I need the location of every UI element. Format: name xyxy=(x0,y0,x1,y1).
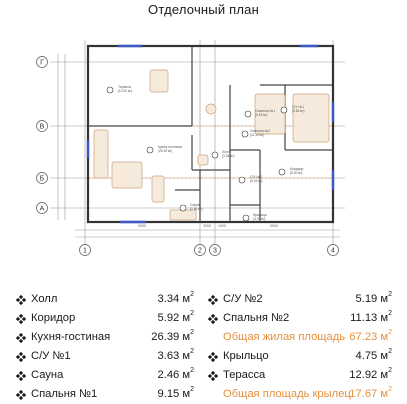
svg-text:3: 3 xyxy=(213,247,217,255)
legend-row xyxy=(16,290,194,309)
legend-row xyxy=(16,385,194,404)
room-label: С/У №1 xyxy=(292,105,305,109)
diamond-bullet-icon xyxy=(208,314,218,324)
floor-plan xyxy=(0,30,407,270)
axis-row-marker xyxy=(37,203,48,214)
page-title: Отделочный план xyxy=(148,2,259,17)
room-area: (26.39 м²) xyxy=(158,149,173,153)
room-label: Спальня №1 xyxy=(255,109,276,113)
dimension-label: 3000 xyxy=(203,224,211,228)
legend-row xyxy=(208,290,392,309)
diamond-bullet-icon xyxy=(208,295,218,305)
room-area: (5.19 м²) xyxy=(250,179,263,183)
legend-value: 12.92 $м^2$ xyxy=(349,367,392,381)
svg-text:В: В xyxy=(39,123,45,131)
axis-col-marker xyxy=(80,245,91,256)
legend-label: С/У №1 xyxy=(31,350,71,362)
room-area: (2.46 м²) xyxy=(190,207,203,211)
axis-row-marker xyxy=(37,121,48,132)
room-area: (4.75 м²) xyxy=(253,217,266,221)
legend-value: 67.23 $м^2$ xyxy=(349,329,392,343)
room-area: (3.34 м²) xyxy=(222,154,235,158)
legend-label: Терасса xyxy=(223,369,266,381)
room-label: Коридор xyxy=(290,167,304,171)
legend-col-right xyxy=(208,290,392,404)
diamond-bullet-icon xyxy=(16,314,26,324)
svg-text:2: 2 xyxy=(198,247,202,255)
room-label: Терасса xyxy=(118,85,131,89)
legend-label: Спальня №2 xyxy=(223,312,290,324)
axis-row-marker xyxy=(37,173,48,184)
legend-label: Общая площадь крылец xyxy=(223,388,351,400)
diamond-bullet-icon xyxy=(16,295,26,305)
legend-value: 9.15 $м^2$ xyxy=(157,386,194,400)
legend-label: Кухня-гостиная xyxy=(31,331,111,343)
diamond-bullet-icon xyxy=(16,352,26,362)
room-label: Кухня-гостиная xyxy=(158,145,182,149)
legend-value: 11.13 $м^2$ xyxy=(350,310,392,324)
diamond-bullet-icon xyxy=(16,333,26,343)
room-label: Холл xyxy=(222,150,230,154)
svg-text:Г: Г xyxy=(40,59,44,67)
room-area: (9.15 м²) xyxy=(255,113,268,117)
legend-row xyxy=(208,366,392,385)
axis-col-marker xyxy=(195,245,206,256)
room-area: (12.92 м²) xyxy=(118,89,133,93)
legend-value: 17.67 $м^2$ xyxy=(349,386,392,400)
axis-col-marker xyxy=(210,245,221,256)
legend-label: Спальня №1 xyxy=(31,388,98,400)
svg-text:Б: Б xyxy=(39,175,45,183)
room-area: (11.13 м²) xyxy=(250,133,265,137)
dimension-label: 1000 xyxy=(218,224,226,228)
legend-row xyxy=(16,366,194,385)
legend-value: 26.39 $м^2$ xyxy=(151,329,194,343)
legend-label: Крыльцо xyxy=(223,350,269,362)
legend-label: Коридор xyxy=(31,312,76,324)
legend-label: Общая жилая площадь xyxy=(223,331,346,343)
legend-value: 4.75 $м^2$ xyxy=(355,348,392,362)
legend-total-row xyxy=(208,385,392,404)
legend-value: 3.34 $м^2$ xyxy=(157,291,194,305)
room-label: Сауна xyxy=(190,203,200,207)
legend-value: 5.92 $м^2$ xyxy=(157,310,194,324)
diamond-bullet-icon xyxy=(16,371,26,381)
legend-label: Холл xyxy=(31,293,58,305)
legend-label: С/У №2 xyxy=(223,293,263,305)
legend-label: Сауна xyxy=(31,369,64,381)
legend-row xyxy=(16,309,194,328)
room-label: С/У №2 xyxy=(250,175,263,179)
dimension-label: 3000 xyxy=(138,224,146,228)
legend-col-left xyxy=(16,290,194,404)
legend-row xyxy=(16,347,194,366)
legend-value: 5.19 $м^2$ xyxy=(355,291,392,305)
svg-text:4: 4 xyxy=(331,247,335,255)
room-label: Спальня №2 xyxy=(250,129,271,133)
legend-value: 2.46 $м^2$ xyxy=(157,367,194,381)
legend-row xyxy=(208,347,392,366)
diamond-bullet-icon xyxy=(16,390,26,400)
room-area: (3.63 м²) xyxy=(292,109,305,113)
room-area: (5.92 м²) xyxy=(290,171,303,175)
svg-text:1: 1 xyxy=(83,247,87,255)
legend-total-row xyxy=(208,328,392,347)
dimension-label: 3500 xyxy=(270,224,278,228)
diamond-bullet-icon xyxy=(208,352,218,362)
legend-row xyxy=(208,309,392,328)
axis-col-marker xyxy=(328,245,339,256)
axis-row-marker xyxy=(37,57,48,68)
diamond-bullet-icon xyxy=(208,371,218,381)
room-label: Крыльцо xyxy=(253,213,267,217)
svg-text:А: А xyxy=(39,205,45,213)
legend-value: 3.63 $м^2$ xyxy=(157,348,194,362)
legend-row xyxy=(16,328,194,347)
